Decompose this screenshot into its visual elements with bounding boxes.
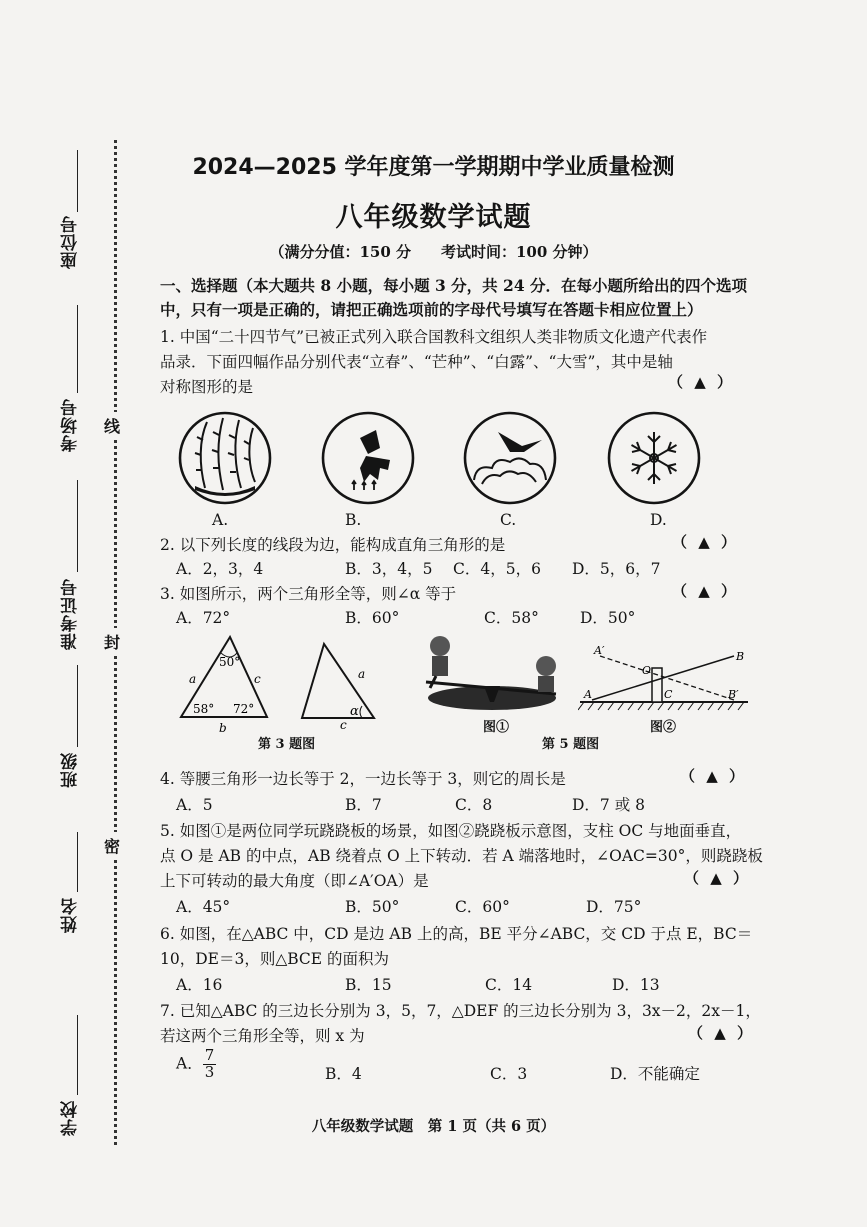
q7-option-b: B．4 [325, 1065, 362, 1083]
q4-option-c: C．8 [455, 796, 493, 814]
q7-option-a-prefix: A． [176, 1054, 203, 1073]
tri2-alpha: α [350, 704, 359, 719]
exam-info: （满分分值：150 分 考试时间：100 分钟） [269, 243, 598, 261]
student-name-label: 姓名 [61, 897, 81, 933]
section-heading-line2: 中，只有一项是正确的，请把正确选项前的字母代号填写在答题卡相应位置上） [160, 300, 703, 319]
q3-option-a: A．72° [176, 609, 231, 627]
school-field[interactable] [77, 1015, 78, 1095]
section-heading-line1: 一、选择题（本大题共 8 小题，每小题 3 分，共 24 分．在每小题所给出的四个选项 [160, 276, 748, 295]
q7-option-a-fraction [203, 1048, 217, 1081]
tri1-side-b: b [219, 721, 227, 733]
q5-option-a: A．45° [176, 898, 231, 916]
q1-answer-mark: （ ▲ ） [668, 373, 735, 391]
q6-text-line1: 6. 如图，在△ABC 中，CD 是边 AB 上的高，BE 平分∠ABC，交 CD 于点 E，BC＝ [160, 925, 753, 943]
tri1-side-c: c [254, 672, 261, 686]
q3-answer-mark: （ ▲ ） [672, 582, 739, 600]
q1-text-line3: 对称图形的是 [160, 378, 254, 396]
q5-text-line3: 上下可转动的最大角度（即∠A′OA）是 [160, 872, 429, 890]
q5-answer-mark: （ ▲ ） [684, 869, 751, 887]
cut-line-feng: 封 [104, 628, 120, 655]
q5-option-d: D．75° [586, 898, 642, 916]
willow-branches-icon [195, 418, 255, 490]
q3-option-c: C．58° [484, 609, 539, 627]
exam-title: 2024—2025 学年度第一学期期中学业质量检测 [192, 155, 675, 180]
q1-figure-a [177, 410, 273, 506]
class-field[interactable] [77, 665, 78, 747]
snowflake-icon [632, 432, 677, 484]
farmer-planting-icon [352, 430, 390, 490]
q7-text-line1: 7. 已知△ABC 的三边长分别为 3，5，7，△DEF 的三边长分别为 3，3x－2，2x－1， [160, 1002, 761, 1020]
q3-triangle-1 [175, 633, 275, 733]
q6-option-b: B．15 [345, 976, 392, 994]
subject-title: 八年级数学试题 [335, 202, 532, 233]
q4-option-d: D．7 或 8 [572, 796, 646, 814]
q7-option-a-denominator: 3 [204, 1062, 215, 1081]
fig5-sub2-caption: 图② [650, 720, 677, 735]
q2-text: 2. 以下列长度的线段为边，能构成直角三角形的是 [160, 536, 506, 554]
exam-room-field[interactable] [77, 305, 78, 393]
fig5-caption: 第 5 题图 [542, 737, 600, 752]
q4-text: 4. 等腰三角形一边长等于 2，一边长等于 3，则它的周长是 [160, 770, 566, 788]
cut-line-mi: 密 [104, 832, 120, 859]
q2-option-c: C．4，5，6 [453, 560, 541, 578]
point-o: O [642, 664, 652, 677]
page-footer: 八年级数学试题 第 1 页（共 6 页） [311, 1118, 556, 1135]
tri1-side-a: a [189, 672, 197, 686]
tri1-left-angle: 58° [193, 702, 215, 716]
q1-option-c: C. [500, 511, 517, 529]
q1-figure-c [462, 410, 558, 506]
q1-text-line2: 品录．下面四幅作品分别代表“立春”、“芒种”、“白露”、“大雪”，其中是轴 [160, 353, 673, 371]
exam-number-label: 准考证号 [61, 578, 81, 650]
q2-option-b: B．3，4，5 [345, 560, 433, 578]
q3-option-b: B．60° [345, 609, 400, 627]
q6-option-a: A．16 [176, 976, 223, 994]
q7-option-c: C．3 [490, 1065, 528, 1083]
q5-option-b: B．50° [345, 898, 400, 916]
exam-room-label: 考场号 [61, 398, 81, 452]
q7-option-a [176, 1048, 216, 1081]
tri1-right-angle: 72° [233, 702, 255, 716]
q1-text-line1: 1. 中国“二十四节气”已被正式列入联合国教科文组织人类非物质文化遗产代表作 [160, 328, 708, 346]
q1-option-d: D. [650, 511, 667, 529]
child-right-head-icon [536, 656, 556, 676]
q3-figure-caption: 第 3 题图 [258, 737, 316, 752]
q7-option-d: D．不能确定 [610, 1065, 700, 1083]
exam-number-field[interactable] [77, 480, 78, 572]
school-label: 学校 [61, 1100, 81, 1136]
q6-text-line2: 10，DE＝3，则△BCE 的面积为 [160, 950, 390, 968]
q7-option-a-numerator: 7 [204, 1046, 215, 1064]
q3-text: 3. 如图所示，两个三角形全等，则∠α 等于 [160, 585, 457, 603]
q5-text-line2: 点 O 是 AB 的中点，AB 绕着点 O 上下转动．若 A 端落地时，∠OAC=30°，则跷跷板 [160, 847, 763, 865]
q4-option-a: A．5 [176, 796, 213, 814]
q4-option-b: B．7 [345, 796, 382, 814]
child-left-head-icon [430, 636, 450, 656]
tri2-side-a: a [358, 667, 366, 681]
q7-answer-mark: （ ▲ ） [688, 1024, 755, 1042]
point-c: C [664, 688, 673, 701]
q1-option-a: A. [212, 511, 229, 529]
class-label: 班级 [61, 752, 81, 788]
q6-option-d: D．13 [612, 976, 660, 994]
q2-option-d: D．5，6，7 [572, 560, 661, 578]
q3-triangle-2 [298, 640, 378, 730]
point-a: A [584, 688, 592, 701]
q5-option-c: C．60° [455, 898, 510, 916]
q1-option-b: B. [345, 511, 362, 529]
q5-text-line1: 5. 如图①是两位同学玩跷跷板的场景，如图②跷跷板示意图，支柱 OC 与地面垂直， [160, 822, 742, 840]
q2-answer-mark: （ ▲ ） [672, 533, 739, 551]
tri2-side-c: c [340, 718, 347, 730]
q1-figure-d [606, 410, 702, 506]
q2-option-a: A．2，3，4 [176, 560, 264, 578]
bird-over-clouds-icon [474, 432, 546, 484]
tri1-top-angle: 50° [219, 655, 241, 669]
q7-text-line2: 若这两个三角形全等，则 x 为 [160, 1027, 365, 1045]
cut-line-xian: 线 [104, 412, 120, 439]
seat-number-label: 座位号 [61, 215, 81, 269]
q6-option-c: C．14 [485, 976, 533, 994]
q4-answer-mark: （ ▲ ） [680, 767, 747, 785]
fig5-seesaw-scene [416, 632, 568, 716]
q3-option-d: D．50° [580, 609, 636, 627]
fig5-seesaw-diagram [578, 642, 756, 718]
fig5-sub1-caption: 图① [483, 720, 510, 735]
point-a-prime: A′ [594, 644, 605, 657]
point-b-prime: B′ [728, 688, 739, 701]
student-name-field[interactable] [77, 832, 78, 892]
point-b: B [736, 650, 745, 663]
q1-figure-b [320, 410, 416, 506]
